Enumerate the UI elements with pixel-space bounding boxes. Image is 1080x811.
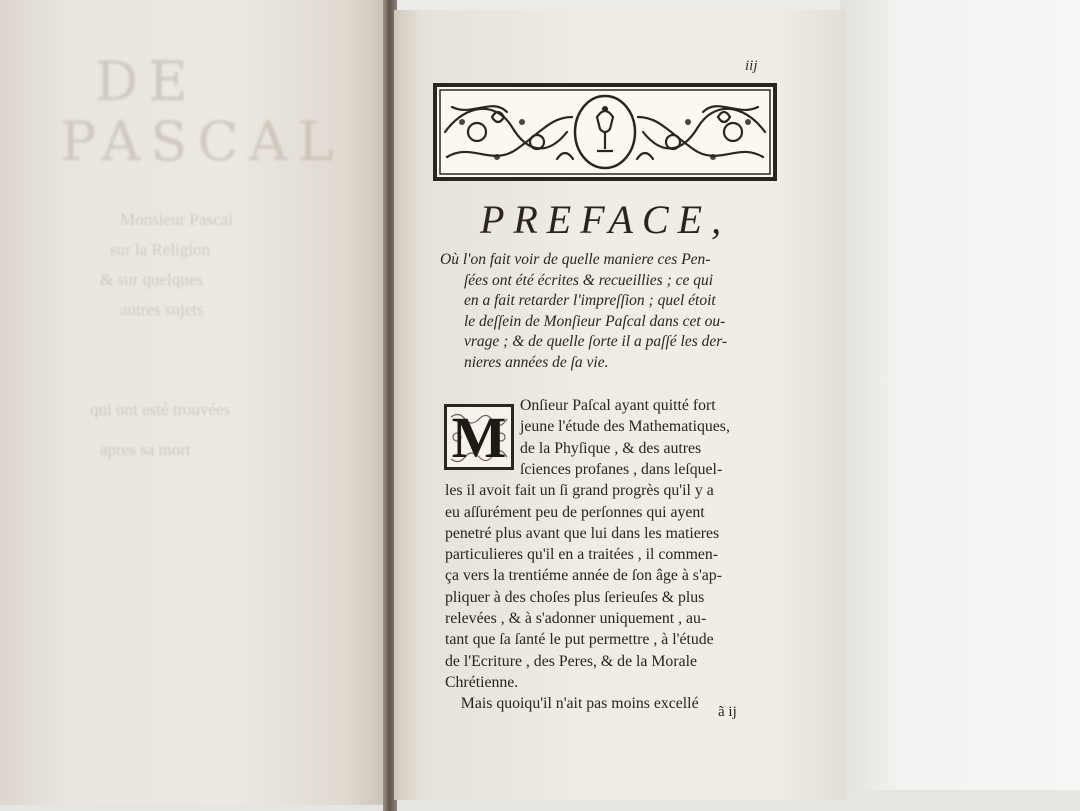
bleed-line: qui ont esté trouvées: [90, 400, 231, 419]
body-line: de la Phyſique , & des autres: [520, 439, 702, 457]
body-line: les il avoit fait un ſi grand progrès qu'il y a: [445, 482, 714, 500]
body-line: eu aſſurément peu de perſonnes qui ayent: [445, 503, 705, 521]
summary-line: ſées ont été écrites & recueillies ; ce qui: [464, 271, 714, 289]
body-line: particulieres qu'il en a traitées , il commen-: [445, 546, 719, 564]
ornamental-headpiece: [433, 83, 777, 181]
table-surface: [840, 0, 1080, 811]
body-line: penetré plus avant que lui dans les matieres: [445, 524, 720, 542]
page-number: iij: [745, 58, 758, 74]
body-line: tant que ſa ſanté le put permettre , à l'étude: [445, 631, 714, 649]
summary-line: nieres années de ſa vie.: [464, 353, 609, 371]
left-page: [0, 0, 392, 805]
body-line: ça vers la trentiéme année de ſon âge à s'ap-: [445, 567, 722, 585]
summary-line: le deſſein de Monſieur Paſcal dans cet ou-: [464, 312, 726, 330]
summary-line: vrage ; & de quelle ſorte il a paſſé les der-: [464, 333, 728, 350]
body-line: jeune l'étude des Mathematiques,: [520, 418, 730, 436]
body-paragraph: [445, 459, 805, 715]
summary-line: Où l'on fait voir de quelle maniere ces Pen-: [440, 251, 711, 268]
body-paragraph-opening: [520, 395, 800, 459]
bleed-line: apres sa mort: [100, 440, 191, 459]
bleed-heading-1: DE: [95, 50, 198, 113]
body-line: relevées , & à s'adonner uniquement , au-: [445, 610, 707, 628]
drop-cap-letter: M: [451, 404, 507, 470]
bleed-line: Monsieur Pascal: [120, 210, 233, 229]
body-line: ſciences profanes , dans leſquel-: [520, 461, 723, 478]
catchword: ã ij: [718, 704, 737, 720]
bleed-line: sur la Religion: [110, 240, 211, 259]
chapter-summary: [440, 250, 800, 373]
bleed-line: & sur quelques: [100, 270, 203, 289]
body-line: Onſieur Paſcal ayant quitté fort: [520, 397, 716, 414]
body-line: Mais quoiqu'il n'ait pas moins excellé: [445, 695, 699, 713]
summary-line: en a fait retarder l'impreſſion ; quel étoit: [464, 292, 716, 309]
body-line: de l'Ecriture , des Peres, & de la Morale: [445, 652, 697, 670]
bleed-line: autres sujets: [120, 300, 204, 319]
body-line: pliquer à des choſes plus ſerieuſes & plus: [445, 588, 705, 606]
chapter-title: PREFACE,: [479, 197, 731, 242]
headpiece-ornament-graphic: [437, 87, 773, 177]
body-line: Chrétienne.: [445, 673, 519, 691]
bleed-heading-2: PASCAL: [60, 110, 344, 173]
